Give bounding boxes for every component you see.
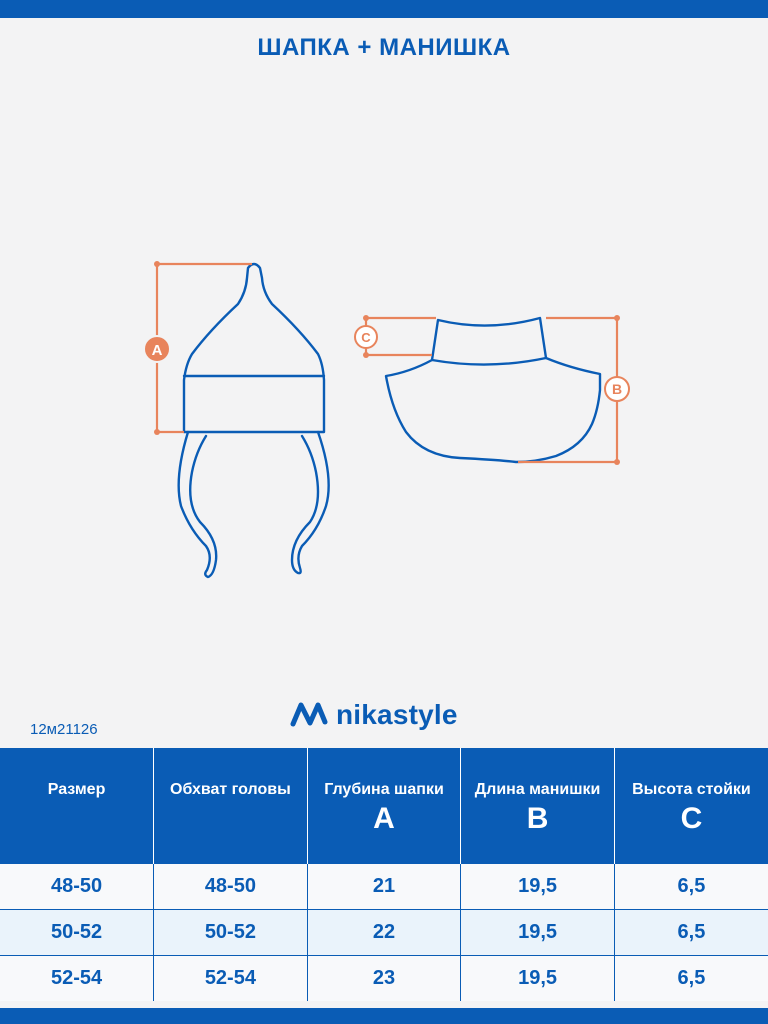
table-row: [0, 956, 768, 1002]
marker-c: [355, 326, 377, 348]
dimension-endpoints: [151, 261, 623, 465]
header-letter-a: A: [373, 802, 395, 835]
cell-head-girth: 52-54: [154, 956, 308, 1002]
cell-hat-depth: 22: [307, 910, 461, 956]
marker-b: [605, 377, 629, 401]
logo-text: nikastyle: [336, 699, 458, 730]
bottom-bar: [0, 1008, 768, 1024]
marker-a: [144, 336, 170, 362]
brand-logo: [290, 695, 458, 735]
cell-head-girth: 48-50: [154, 864, 308, 910]
cell-dickey-length: 19,5: [461, 910, 615, 956]
header-collar-height: Высота стойки C: [614, 748, 768, 864]
product-sku: 12м21126: [30, 721, 98, 738]
table-row: [0, 864, 768, 910]
header-letter-b: B: [526, 802, 549, 835]
cell-size: 52-54: [0, 956, 154, 1002]
cell-head-girth: 50-52: [154, 910, 308, 956]
page-title: ШАПКА + МАНИШКА: [257, 34, 511, 61]
cell-hat-depth: 23: [307, 956, 461, 1002]
header-hat-depth: Глубина шапки A: [307, 748, 461, 864]
cell-dickey-length: 19,5: [461, 956, 615, 1002]
svg-text:B: B: [611, 381, 623, 397]
cell-collar-height: 6,5: [614, 956, 768, 1002]
header-head-girth: Обхват головы: [154, 748, 308, 864]
nikastyle-logo-icon: [290, 700, 328, 730]
cell-hat-depth: 21: [307, 864, 461, 910]
cell-size: 48-50: [0, 864, 154, 910]
size-table: [0, 748, 768, 1001]
cell-collar-height: 6,5: [614, 864, 768, 910]
hat-drawing: [179, 264, 329, 577]
cell-dickey-length: 19,5: [461, 864, 615, 910]
header-dickey-length: Длина манишки B: [461, 748, 615, 864]
cell-size: 50-52: [0, 910, 154, 956]
header-size: Размер: [0, 748, 154, 864]
header-letter-c: C: [680, 802, 703, 835]
table-header-row: [0, 748, 768, 864]
svg-text:C: C: [361, 330, 371, 345]
dickey-drawing: [386, 318, 600, 462]
cell-collar-height: 6,5: [614, 910, 768, 956]
svg-text:A: A: [151, 342, 163, 359]
table-row: [0, 910, 768, 956]
